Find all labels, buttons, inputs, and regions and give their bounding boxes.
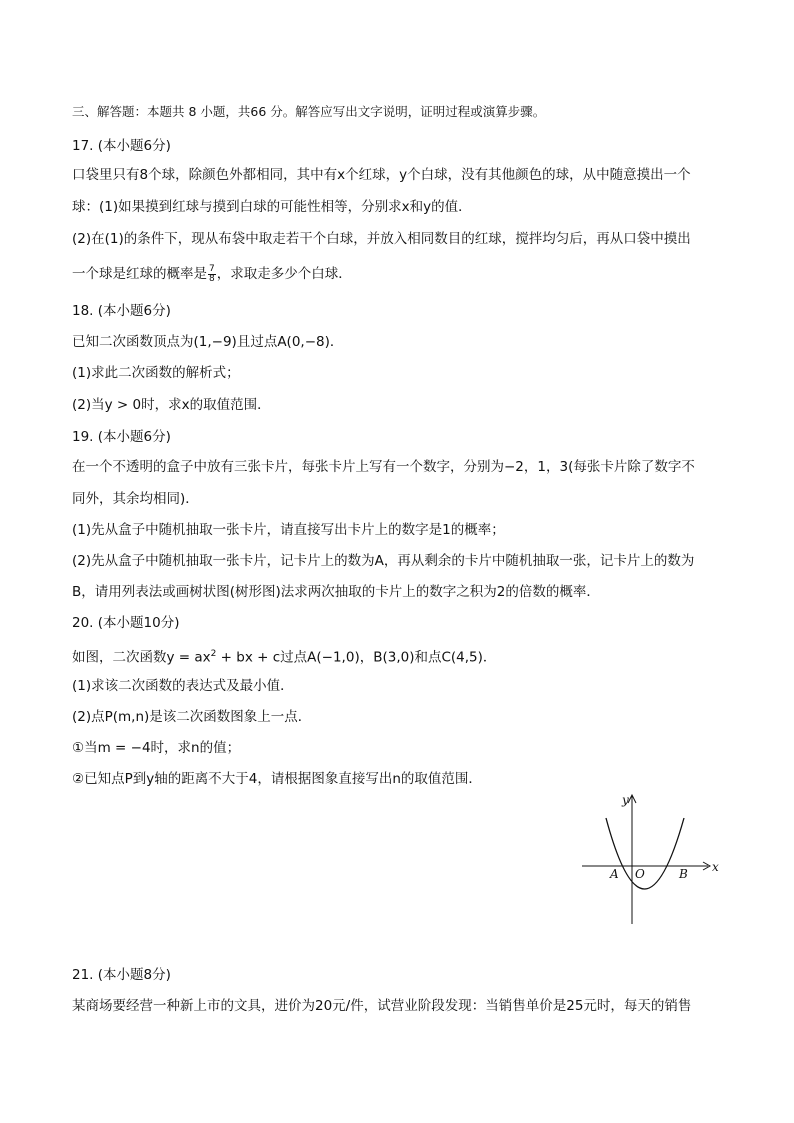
question-17-text: ，求取走多少个白球． xyxy=(216,266,352,282)
question-17-line: (2)在(1)的条件下，现从布袋中取走若干个白球，并放入相同数目的红球，搅拌均匀后，再从口袋中摸出 xyxy=(72,231,691,247)
question-20-text: 如图，二次函数y = ax xyxy=(72,649,211,666)
question-20-line: ①当m = −4时，求n的值； xyxy=(72,740,241,756)
question-19-line: (1)先从盒子中随机抽取一张卡片，请直接写出卡片上的数字是1的概率； xyxy=(72,522,505,538)
question-21-line: 某商场要经营一种新上市的文具，进价为20元/件，试营业阶段发现：当销售单价是25元时，每天的销售 xyxy=(72,998,692,1014)
question-19-line: 在一个不透明的盒子中放有三张卡片，每张卡片上写有一个数字，分别为−2，1，3(每张卡片除了数字不 xyxy=(72,459,695,475)
question-20-title: 20. (本小题10分) xyxy=(72,615,180,631)
question-17-line: 球：(1)如果摸到红球与摸到白球的可能性相等，分别求x和y的值． xyxy=(72,199,472,215)
point-b-label: B xyxy=(679,867,688,881)
question-20-text: + bx + c过点A(−1,0)，B(3,0)和点C(4,5)． xyxy=(216,649,497,666)
origin-label: O xyxy=(635,867,645,881)
y-axis-label: y xyxy=(622,793,629,807)
fraction-denominator: 8 xyxy=(209,273,215,284)
question-17-line: 口袋里只有8个球，除颜色外都相同，其中有x个红球，y个白球，没有其他颜色的球，从中随意摸出一个 xyxy=(72,167,691,183)
question-20-line: (1)求该二次函数的表达式及最小值． xyxy=(72,678,294,694)
fraction xyxy=(208,265,216,284)
point-a-label: A xyxy=(610,867,619,881)
x-axis-label: x xyxy=(712,860,719,874)
question-18-line: (2)当y > 0时，求x的取值范围． xyxy=(72,397,271,413)
question-17-text: 一个球是红球的概率是 xyxy=(72,266,207,282)
question-19-line: B，请用列表法或画树状图(树形图)法求两次抽取的卡片上的数字之积为2的倍数的概率． xyxy=(72,584,600,600)
question-18-line: (1)求此二次函数的解析式； xyxy=(72,365,240,381)
question-17-line xyxy=(72,264,722,284)
question-18-line: 已知二次函数顶点为(1,−9)且过点A(0,−8)． xyxy=(72,334,344,350)
question-18-title: 18. (本小题6分) xyxy=(72,303,171,319)
question-19-line: (2)先从盒子中随机抽取一张卡片，记卡片上的数为A，再从剩余的卡片中随机抽取一张，记卡片上的数为 xyxy=(72,553,695,569)
section-header: 三、解答题：本题共 8 小题，共66 分。解答应写出文字说明，证明过程或演算步骤。 xyxy=(72,104,546,119)
question-19-title: 19. (本小题6分) xyxy=(72,429,171,445)
question-19-line: 同外，其余均相同)． xyxy=(72,491,199,507)
fraction-numerator: 7 xyxy=(209,263,215,274)
question-21-title: 21. (本小题8分) xyxy=(72,967,171,983)
question-20-line: ②已知点P到y轴的距离不大于4，请根据图象直接写出n的取值范围． xyxy=(72,771,482,787)
parabola-graph xyxy=(578,790,728,930)
exponent: 2 xyxy=(210,649,217,659)
question-20-line xyxy=(72,644,722,668)
question-17-title: 17. (本小题6分) xyxy=(72,138,171,154)
question-20-line: (2)点P(m,n)是该二次函数图象上一点． xyxy=(72,709,312,725)
